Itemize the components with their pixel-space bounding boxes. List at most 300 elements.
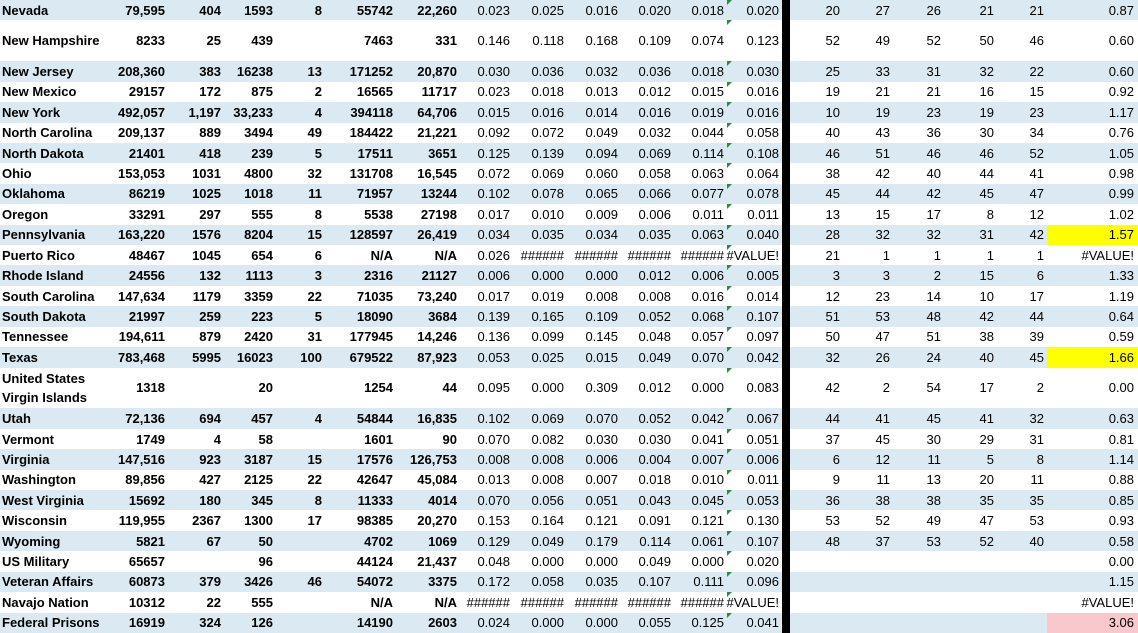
data-cell[interactable]: 0.069 — [531, 166, 564, 182]
data-cell[interactable]: 1179 — [192, 288, 221, 304]
data-cell[interactable]: 3359 — [244, 288, 273, 304]
data-cell[interactable]: 0.049 — [585, 125, 618, 141]
data-cell[interactable]: 15 — [307, 227, 322, 243]
row-name-cell[interactable]: South Dakota — [2, 308, 86, 324]
data-cell[interactable]: 0.309 — [585, 380, 618, 396]
data-cell[interactable]: 11717 — [421, 84, 457, 100]
data-cell[interactable]: 3426 — [244, 574, 273, 590]
rank-cell[interactable]: 42 — [875, 166, 890, 182]
data-cell[interactable]: 90 — [442, 431, 457, 447]
ratio-cell[interactable]: 0.93 — [1108, 513, 1134, 529]
rank-cell[interactable]: 2 — [882, 380, 890, 396]
data-cell[interactable]: 0.055 — [638, 615, 671, 631]
data-cell[interactable]: 0.121 — [691, 513, 724, 529]
data-cell[interactable]: 0.020 — [746, 2, 779, 18]
rank-cell[interactable]: 6 — [1036, 268, 1044, 284]
rank-cell[interactable]: 37 — [875, 533, 890, 549]
data-cell[interactable]: 0.052 — [638, 411, 671, 427]
data-cell[interactable]: 0.078 — [531, 186, 564, 202]
rank-cell[interactable]: 1 — [986, 247, 994, 263]
data-cell[interactable]: 0.099 — [531, 329, 564, 345]
data-cell[interactable]: 0.058 — [638, 166, 671, 182]
data-cell[interactable] — [276, 592, 325, 612]
data-cell[interactable]: 87,923 — [417, 349, 457, 365]
data-cell[interactable]: 0.026 — [477, 247, 510, 263]
rank-cell[interactable]: 27 — [875, 2, 890, 18]
rank-cell[interactable]: 53 — [1029, 513, 1044, 529]
rank-cell[interactable]: 11 — [1030, 472, 1044, 488]
rank-cell[interactable]: 30 — [926, 431, 941, 447]
data-cell[interactable]: 5995 — [192, 349, 221, 365]
ratio-cell[interactable]: 0.60 — [1108, 33, 1134, 49]
data-cell[interactable]: 0.044 — [691, 125, 724, 141]
data-cell[interactable] — [168, 368, 224, 409]
data-cell[interactable]: 132 — [199, 268, 221, 284]
data-cell[interactable]: 1749 — [136, 431, 165, 447]
rank-cell[interactable]: 20 — [825, 2, 840, 18]
data-cell[interactable]: 0.082 — [531, 431, 564, 447]
data-cell[interactable]: 21997 — [128, 308, 165, 324]
data-cell[interactable]: 0.118 — [532, 33, 564, 49]
rank-cell[interactable]: 46 — [1029, 33, 1044, 49]
data-cell[interactable]: 126 — [251, 615, 273, 631]
data-cell[interactable]: 0.048 — [477, 554, 510, 570]
data-cell[interactable]: 11 — [308, 186, 322, 202]
data-cell[interactable]: 0.015 — [691, 84, 724, 100]
data-cell[interactable]: 44 — [442, 380, 457, 396]
data-cell[interactable]: 16238 — [236, 63, 273, 79]
rank-cell[interactable]: 12 — [825, 288, 840, 304]
data-cell[interactable]: 16,835 — [417, 411, 457, 427]
data-cell[interactable]: 492,057 — [118, 104, 165, 120]
data-cell[interactable]: 0.109 — [585, 308, 618, 324]
rank-cell[interactable] — [893, 551, 944, 571]
data-cell[interactable]: 15 — [307, 451, 322, 467]
rank-cell[interactable]: 31 — [926, 63, 941, 79]
data-cell[interactable]: 3684 — [428, 308, 457, 324]
rank-cell[interactable] — [944, 572, 997, 592]
data-cell[interactable]: 180 — [199, 492, 221, 508]
rank-cell[interactable] — [790, 551, 843, 571]
rank-cell[interactable]: 54 — [926, 380, 941, 396]
ratio-cell[interactable]: 1.66 — [1047, 347, 1138, 367]
row-name-cell[interactable]: South Carolina — [2, 288, 95, 304]
data-cell[interactable]: 0.014 — [746, 288, 779, 304]
data-cell[interactable]: 65657 — [128, 554, 165, 570]
data-cell[interactable]: 0.083 — [746, 380, 779, 396]
data-cell[interactable]: 0.056 — [531, 492, 564, 508]
data-cell[interactable]: 1069 — [428, 533, 457, 549]
data-cell[interactable]: 0.139 — [477, 308, 510, 324]
data-cell[interactable]: 0.094 — [585, 145, 618, 161]
rank-cell[interactable]: 11 — [927, 451, 941, 467]
data-cell[interactable]: 8 — [314, 2, 322, 18]
row-name-cell[interactable]: North Dakota — [2, 145, 84, 161]
rank-cell[interactable]: 12 — [1029, 206, 1044, 222]
data-cell[interactable]: 48467 — [128, 247, 165, 263]
data-cell[interactable]: 0.111 — [693, 574, 724, 590]
rank-cell[interactable]: 2 — [1036, 380, 1044, 396]
rank-cell[interactable]: 30 — [979, 125, 994, 141]
rank-cell[interactable]: 12 — [875, 451, 890, 467]
data-cell[interactable]: 0.000 — [585, 615, 618, 631]
rank-cell[interactable] — [790, 613, 843, 633]
data-cell[interactable]: 0.064 — [746, 166, 779, 182]
data-cell[interactable]: 0.017 — [477, 206, 510, 222]
rank-cell[interactable]: 29 — [979, 431, 994, 447]
rank-cell[interactable]: 38 — [926, 492, 941, 508]
rank-cell[interactable]: 10 — [979, 288, 994, 304]
data-cell[interactable]: 172 — [199, 84, 221, 100]
data-cell[interactable]: 2125 — [244, 472, 273, 488]
data-cell[interactable]: 0.030 — [477, 63, 510, 79]
data-cell[interactable]: 0.010 — [531, 206, 564, 222]
data-cell[interactable]: 0.108 — [746, 145, 779, 161]
data-cell[interactable]: 0.058 — [746, 125, 779, 141]
data-cell[interactable]: 0.015 — [585, 349, 618, 365]
data-cell[interactable]: 0.102 — [477, 186, 510, 202]
ratio-cell[interactable]: 0.00 — [1108, 554, 1134, 570]
rank-cell[interactable] — [893, 572, 944, 592]
data-cell[interactable]: 126,753 — [410, 451, 457, 467]
data-cell[interactable]: 0.129 — [477, 533, 510, 549]
rank-cell[interactable]: 47 — [979, 513, 994, 529]
data-cell[interactable]: 0.012 — [638, 380, 671, 396]
data-cell[interactable]: 0.063 — [691, 227, 724, 243]
data-cell[interactable]: 0.018 — [531, 84, 564, 100]
data-cell[interactable]: 177945 — [349, 329, 393, 345]
data-cell[interactable]: 3494 — [244, 125, 273, 141]
rank-cell[interactable]: 28 — [825, 227, 840, 243]
data-cell[interactable]: 0.018 — [691, 2, 724, 18]
rank-cell[interactable]: 23 — [926, 104, 941, 120]
rank-cell[interactable]: 35 — [979, 492, 994, 508]
rank-cell[interactable] — [843, 551, 893, 571]
data-cell[interactable]: 394118 — [350, 104, 393, 120]
rank-cell[interactable]: 32 — [825, 349, 840, 365]
data-cell[interactable]: 89,856 — [125, 472, 165, 488]
data-cell[interactable]: 22 — [307, 288, 322, 304]
rank-cell[interactable]: 51 — [875, 145, 890, 161]
data-cell[interactable]: 0.074 — [691, 33, 724, 49]
data-cell[interactable]: 128597 — [349, 227, 393, 243]
data-cell[interactable]: 96 — [258, 554, 273, 570]
ratio-cell[interactable]: 1.15 — [1108, 574, 1134, 590]
rank-cell[interactable]: 52 — [979, 533, 994, 549]
data-cell[interactable]: 0.018 — [638, 472, 671, 488]
row-name-cell[interactable]: New Hampshire — [2, 33, 100, 49]
data-cell[interactable]: 209,137 — [118, 125, 165, 141]
data-cell[interactable]: 0.008 — [638, 288, 671, 304]
data-cell[interactable]: 379 — [199, 574, 221, 590]
row-name-cell[interactable]: Virginia — [2, 451, 50, 467]
rank-cell[interactable]: 21 — [926, 84, 941, 100]
rank-cell[interactable]: 45 — [1029, 349, 1044, 365]
data-cell[interactable]: 259 — [199, 308, 221, 324]
rank-cell[interactable]: 38 — [979, 329, 994, 345]
data-cell[interactable]: 60873 — [128, 574, 165, 590]
data-cell[interactable]: 7463 — [364, 33, 393, 49]
data-cell[interactable]: 21,221 — [417, 125, 457, 141]
data-cell[interactable]: 0.052 — [638, 308, 671, 324]
ratio-cell[interactable]: 0.63 — [1108, 411, 1134, 427]
rank-cell[interactable]: 31 — [979, 227, 994, 243]
rank-cell[interactable]: 21 — [875, 84, 890, 100]
data-cell[interactable]: 13244 — [420, 186, 457, 202]
data-cell[interactable]: 0.164 — [531, 513, 564, 529]
ratio-cell[interactable]: 1.33 — [1108, 268, 1134, 284]
data-cell[interactable]: 654 — [251, 247, 273, 263]
data-cell[interactable]: 8 — [314, 492, 322, 508]
data-cell[interactable]: 0.048 — [638, 329, 671, 345]
rank-cell[interactable]: 47 — [1029, 186, 1044, 202]
data-cell[interactable]: 0.058 — [531, 574, 564, 590]
data-cell[interactable]: 86219 — [128, 186, 165, 202]
data-cell[interactable]: N/A — [434, 247, 457, 263]
rank-cell[interactable]: 23 — [1029, 104, 1044, 120]
data-cell[interactable]: 0.009 — [585, 206, 618, 222]
data-cell[interactable]: 0.025 — [531, 349, 564, 365]
row-name-cell[interactable]: Navajo Nation — [2, 594, 89, 610]
data-cell[interactable]: 0.136 — [477, 329, 510, 345]
data-cell[interactable]: 0.019 — [691, 104, 724, 120]
data-cell[interactable]: 20,270 — [417, 513, 457, 529]
data-cell[interactable]: 0.000 — [691, 554, 724, 570]
data-cell[interactable] — [276, 613, 325, 633]
rank-cell[interactable]: 32 — [979, 63, 994, 79]
rank-cell[interactable]: 45 — [926, 411, 941, 427]
data-cell[interactable]: 0.012 — [638, 268, 671, 284]
data-cell[interactable]: 0.000 — [691, 380, 724, 396]
data-cell[interactable]: 223 — [251, 308, 273, 324]
rank-cell[interactable]: 46 — [926, 145, 941, 161]
data-cell[interactable]: 20,870 — [417, 63, 457, 79]
data-cell[interactable]: 0.070 — [477, 431, 510, 447]
rank-cell[interactable]: 41 — [875, 411, 890, 427]
data-cell[interactable]: 0.000 — [531, 268, 564, 284]
data-cell[interactable]: 0.023 — [477, 2, 510, 18]
rank-cell[interactable] — [843, 613, 893, 633]
data-cell[interactable]: 0.020 — [746, 554, 779, 570]
data-cell[interactable]: 297 — [199, 206, 221, 222]
data-cell[interactable]: 0.008 — [531, 451, 564, 467]
data-cell[interactable]: 58 — [258, 431, 273, 447]
row-name-cell[interactable]: Wyoming — [2, 533, 61, 549]
rank-cell[interactable]: 26 — [875, 349, 890, 365]
data-cell[interactable]: 0.072 — [477, 166, 510, 182]
row-name-cell[interactable]: Texas — [2, 349, 38, 365]
data-cell[interactable]: 72,136 — [125, 411, 165, 427]
data-cell[interactable]: 20 — [258, 380, 273, 396]
row-name-cell[interactable]: Rhode Island — [2, 268, 84, 284]
data-cell[interactable]: 0.024 — [477, 615, 510, 631]
data-cell[interactable]: 16,545 — [417, 166, 457, 182]
data-cell[interactable]: 54072 — [356, 574, 393, 590]
data-cell[interactable]: 0.095 — [477, 380, 510, 396]
data-cell[interactable]: 194,611 — [118, 329, 165, 345]
ratio-cell[interactable]: 1.19 — [1108, 288, 1134, 304]
data-cell[interactable]: 0.005 — [746, 268, 779, 284]
data-cell[interactable]: N/A — [370, 594, 393, 610]
ratio-cell[interactable]: 0.99 — [1108, 186, 1134, 202]
ratio-cell[interactable]: 0.58 — [1108, 533, 1134, 549]
data-cell[interactable]: ###### — [680, 594, 724, 610]
rank-cell[interactable]: 40 — [825, 125, 840, 141]
data-cell[interactable]: 131708 — [349, 166, 393, 182]
data-cell[interactable]: 0.042 — [691, 411, 724, 427]
data-cell[interactable]: 0.035 — [585, 574, 618, 590]
data-cell[interactable]: 3187 — [244, 451, 273, 467]
data-cell[interactable]: 0.063 — [691, 166, 724, 182]
data-cell[interactable]: 0.123 — [746, 33, 779, 49]
row-name-cell[interactable]: Vermont — [2, 431, 55, 447]
data-cell[interactable]: 0.006 — [477, 268, 510, 284]
data-cell[interactable]: 0.004 — [638, 451, 671, 467]
data-cell[interactable]: 0.030 — [638, 431, 671, 447]
rank-cell[interactable]: 13 — [926, 472, 941, 488]
data-cell[interactable]: 0.069 — [531, 411, 564, 427]
data-cell[interactable]: 345 — [251, 492, 273, 508]
data-cell[interactable]: 14,246 — [417, 329, 457, 345]
rank-cell[interactable]: 3 — [882, 268, 890, 284]
data-cell[interactable]: 0.168 — [585, 33, 618, 49]
data-cell[interactable]: 0.011 — [692, 206, 724, 222]
data-cell[interactable]: 11333 — [357, 492, 393, 508]
rank-cell[interactable]: 8 — [1036, 451, 1044, 467]
row-name-cell[interactable]: Washington — [2, 472, 76, 488]
rank-cell[interactable] — [790, 592, 843, 612]
data-cell[interactable]: 383 — [199, 63, 221, 79]
data-cell[interactable]: 0.034 — [477, 227, 510, 243]
data-cell[interactable]: 0.017 — [477, 288, 510, 304]
data-cell[interactable]: 1593 — [244, 2, 273, 18]
data-cell[interactable]: 0.070 — [585, 411, 618, 427]
data-cell[interactable]: 0.020 — [638, 2, 671, 18]
data-cell[interactable]: 0.032 — [585, 63, 618, 79]
data-cell[interactable]: 0.006 — [691, 268, 724, 284]
data-cell[interactable]: 13 — [307, 63, 322, 79]
rank-cell[interactable]: 40 — [979, 349, 994, 365]
data-cell[interactable]: 418 — [199, 145, 221, 161]
data-cell[interactable]: 21127 — [421, 268, 457, 284]
rank-cell[interactable]: 43 — [875, 125, 890, 141]
data-cell[interactable]: 22 — [307, 472, 322, 488]
data-cell[interactable]: 0.000 — [585, 268, 618, 284]
data-cell[interactable]: 1031 — [192, 166, 221, 182]
data-cell[interactable]: 0.145 — [585, 329, 618, 345]
data-cell[interactable]: 0.019 — [531, 288, 564, 304]
data-cell[interactable]: 0.025 — [531, 2, 564, 18]
rank-cell[interactable]: 51 — [926, 329, 941, 345]
data-cell[interactable]: ###### — [680, 247, 724, 263]
row-name-cell[interactable]: West Virginia — [2, 492, 84, 508]
data-cell[interactable]: 0.107 — [638, 574, 671, 590]
rank-cell[interactable]: 17 — [1029, 288, 1044, 304]
row-name-cell[interactable]: Oklahoma — [2, 186, 65, 202]
data-cell[interactable]: 208,360 — [118, 63, 165, 79]
data-cell[interactable]: 17511 — [357, 145, 393, 161]
data-cell[interactable]: 15692 — [128, 492, 165, 508]
rank-cell[interactable]: 42 — [979, 308, 994, 324]
rank-cell[interactable]: 31 — [1029, 431, 1044, 447]
data-cell[interactable]: 2603 — [428, 615, 457, 631]
data-cell[interactable]: 3 — [314, 268, 322, 284]
rank-cell[interactable]: 53 — [875, 308, 890, 324]
data-cell[interactable]: 0.035 — [531, 227, 564, 243]
data-cell[interactable]: 0.016 — [531, 104, 564, 120]
data-cell[interactable]: 679522 — [349, 349, 393, 365]
rank-cell[interactable]: 46 — [979, 145, 994, 161]
rank-cell[interactable]: 15 — [979, 268, 994, 284]
rank-cell[interactable]: 37 — [825, 431, 840, 447]
rank-cell[interactable] — [790, 572, 843, 592]
rank-cell[interactable]: 15 — [1029, 84, 1044, 100]
rank-cell[interactable]: 38 — [875, 492, 890, 508]
data-cell[interactable]: 0.018 — [691, 63, 724, 79]
data-cell[interactable]: 184422 — [349, 125, 393, 141]
data-cell[interactable]: 8 — [314, 206, 322, 222]
data-cell[interactable]: 555 — [251, 594, 273, 610]
data-cell[interactable]: 79,595 — [125, 2, 165, 18]
data-cell[interactable]: 4702 — [364, 533, 393, 549]
data-cell[interactable]: 0.008 — [531, 472, 564, 488]
data-cell[interactable]: 6 — [314, 247, 322, 263]
data-cell[interactable]: 923 — [199, 451, 221, 467]
ratio-cell[interactable]: 0.00 — [1108, 380, 1134, 396]
data-cell[interactable]: 0.043 — [638, 492, 671, 508]
rank-cell[interactable] — [997, 592, 1047, 612]
rank-cell[interactable]: 41 — [979, 411, 994, 427]
data-cell[interactable]: 21401 — [128, 145, 165, 161]
rank-cell[interactable]: 46 — [825, 145, 840, 161]
data-cell[interactable]: 1601 — [364, 431, 393, 447]
row-name-cell[interactable]: New York — [2, 104, 61, 120]
data-cell[interactable]: 5 — [314, 145, 322, 161]
data-cell[interactable]: ###### — [466, 594, 510, 610]
row-name-cell[interactable]: Wisconsin — [2, 513, 67, 529]
data-cell[interactable]: 0.011 — [747, 206, 779, 222]
data-cell[interactable]: 22,260 — [417, 2, 457, 18]
data-cell[interactable]: 0.061 — [691, 533, 724, 549]
data-cell[interactable]: 16565 — [356, 84, 393, 100]
data-cell[interactable]: 0.049 — [531, 533, 564, 549]
rank-cell[interactable]: 32 — [1029, 411, 1044, 427]
data-cell[interactable]: N/A — [434, 594, 457, 610]
row-name-cell[interactable]: Nevada — [2, 2, 49, 18]
data-cell[interactable]: 1,197 — [188, 104, 221, 120]
rank-cell[interactable]: 26 — [926, 2, 941, 18]
ratio-cell[interactable]: #VALUE! — [1081, 247, 1134, 263]
rank-cell[interactable]: 45 — [875, 431, 890, 447]
data-cell[interactable]: 0.000 — [585, 554, 618, 570]
data-cell[interactable]: 0.041 — [746, 615, 779, 631]
data-cell[interactable]: 0.006 — [638, 206, 671, 222]
data-cell[interactable]: 0.057 — [691, 329, 724, 345]
data-cell[interactable]: 0.012 — [638, 84, 671, 100]
data-cell[interactable]: 457 — [251, 411, 273, 427]
data-cell[interactable]: 0.114 — [692, 145, 724, 161]
rank-cell[interactable] — [997, 551, 1047, 571]
data-cell[interactable]: 0.053 — [477, 349, 510, 365]
data-cell[interactable]: 0.016 — [638, 104, 671, 120]
data-cell[interactable]: 0.051 — [585, 492, 618, 508]
data-cell[interactable]: 67 — [206, 533, 221, 549]
data-cell[interactable]: 21,437 — [417, 554, 457, 570]
rank-cell[interactable]: 52 — [825, 33, 840, 49]
data-cell[interactable]: 0.051 — [746, 431, 779, 447]
rank-cell[interactable]: 50 — [825, 329, 840, 345]
rank-cell[interactable]: 23 — [875, 288, 890, 304]
